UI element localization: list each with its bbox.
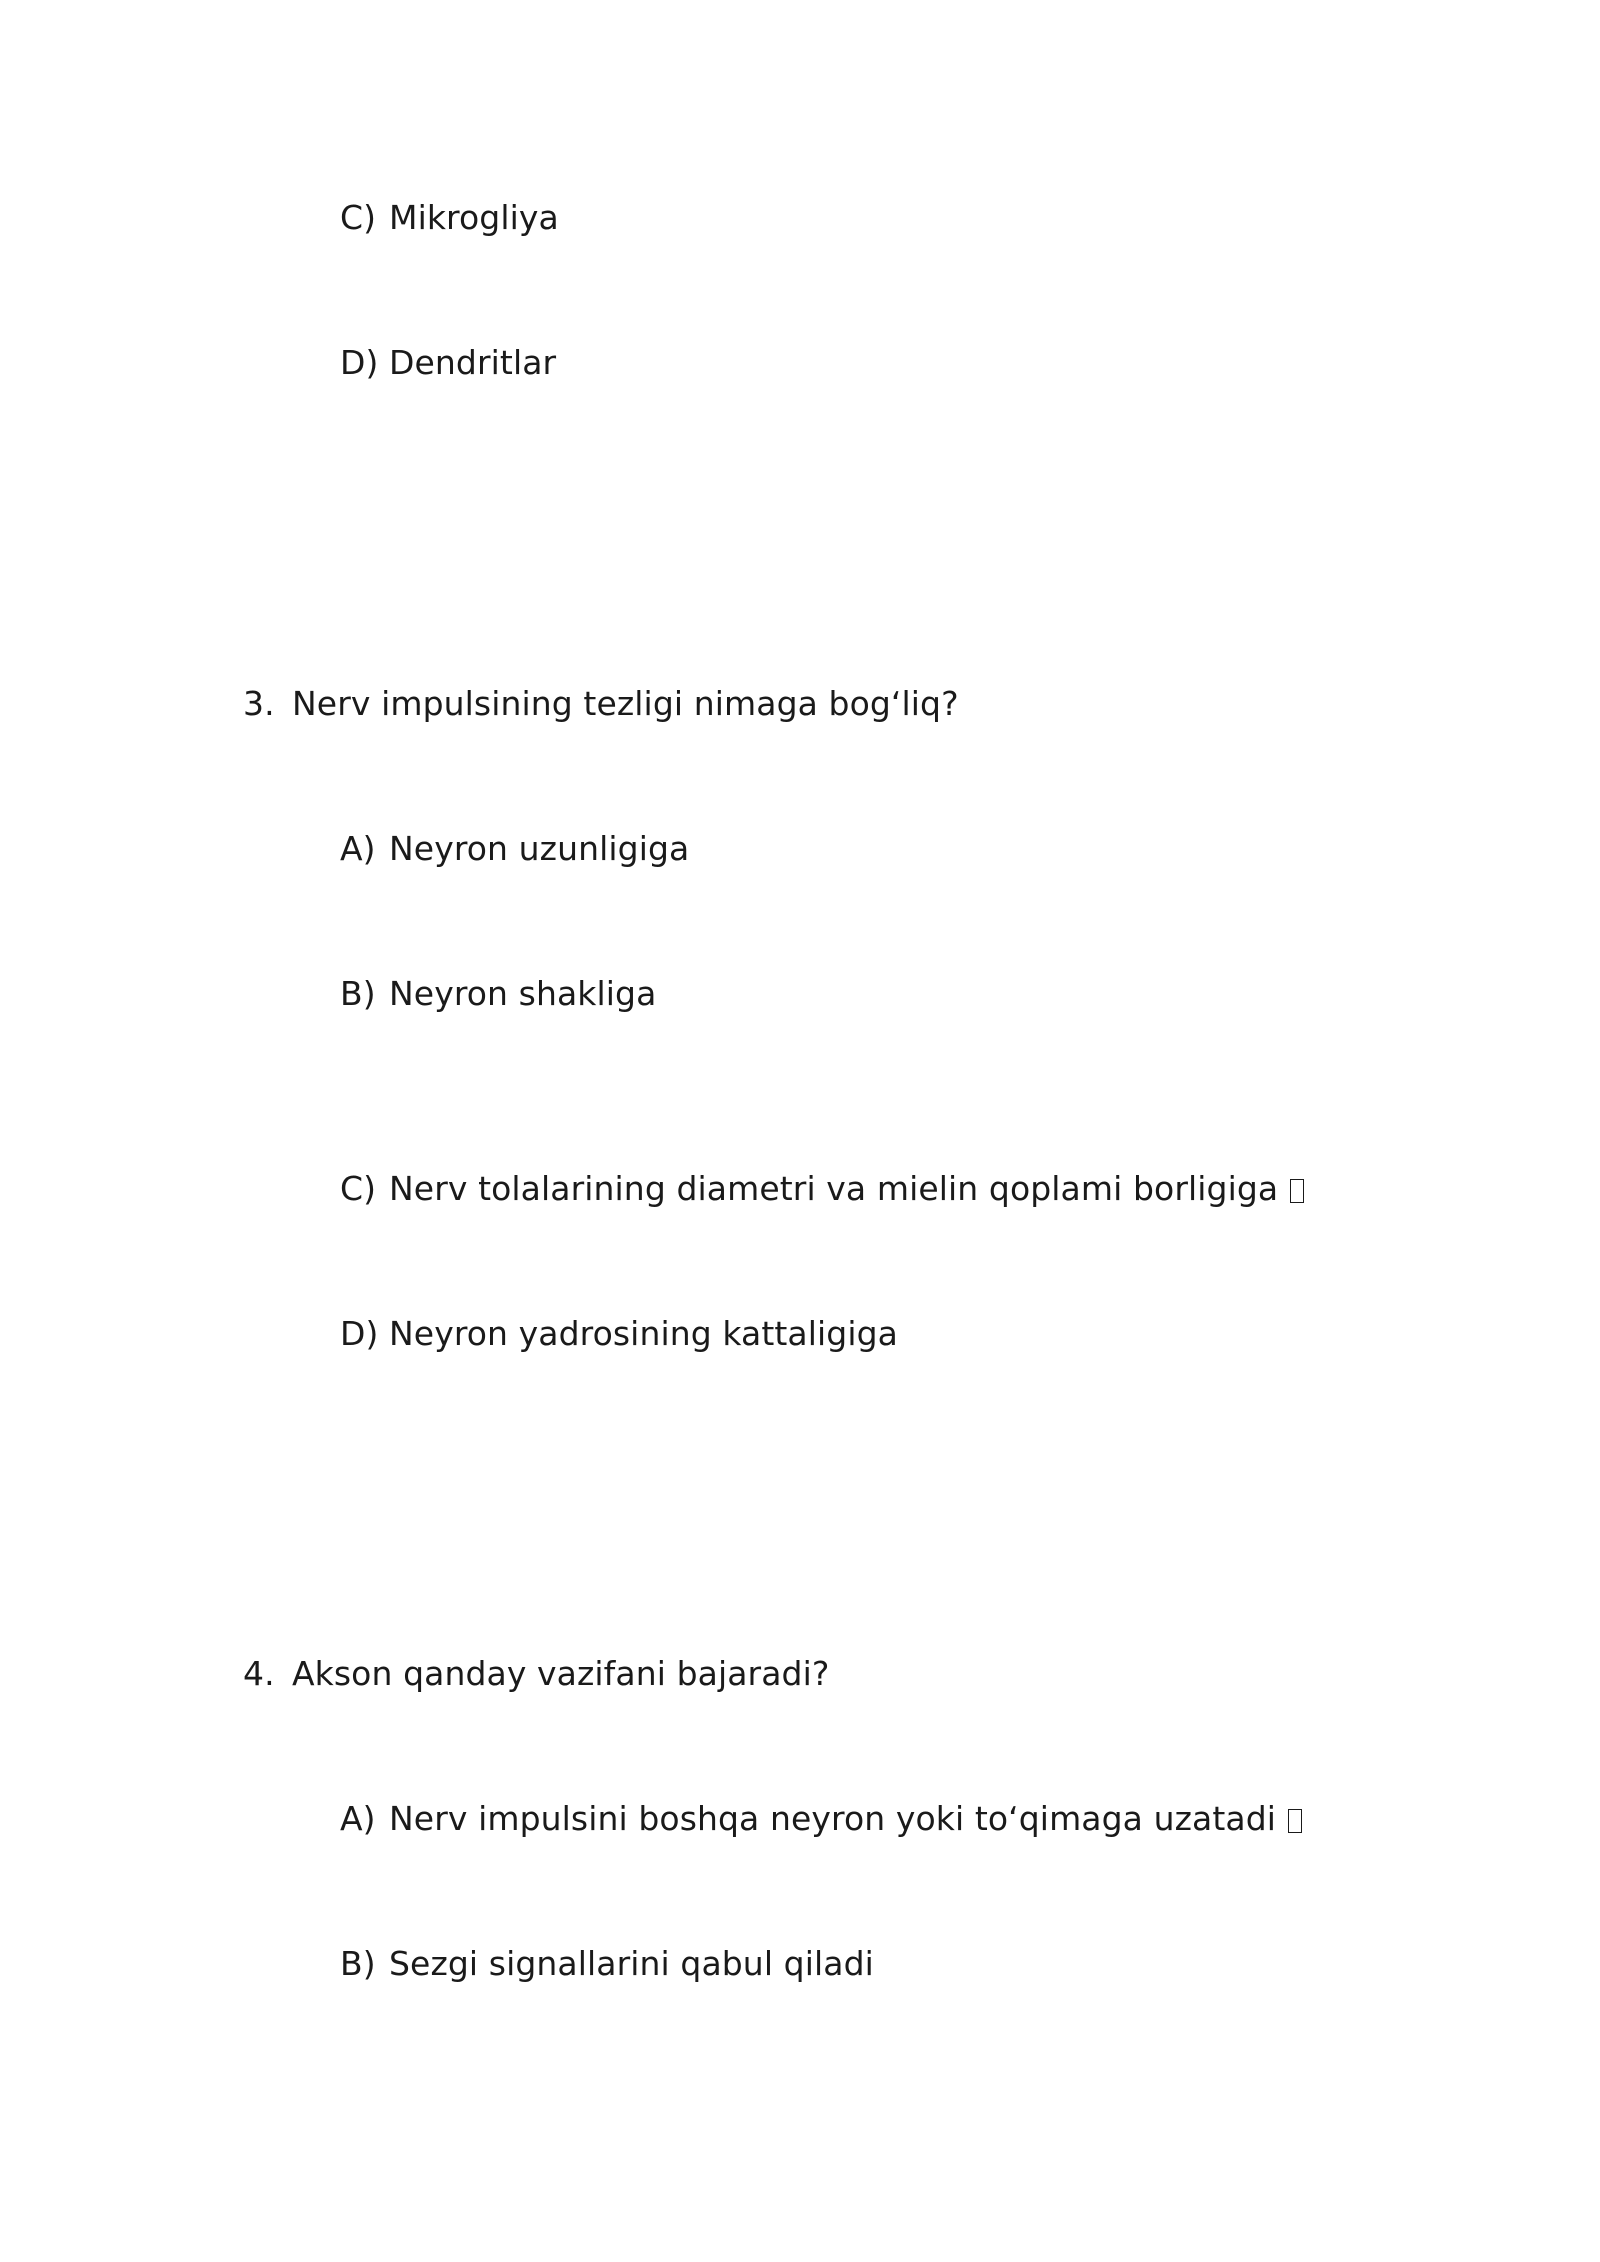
question-number: 4.: [243, 1654, 275, 1693]
option-letter: A): [340, 1799, 376, 1838]
option-letter: B): [340, 1944, 376, 1983]
option-text: Neyron yadrosining kattaligiga: [389, 1314, 898, 1353]
q3-option-b: [340, 972, 656, 1016]
option-text: Sezgi signallarini qabul qiladi: [389, 1944, 874, 1983]
q3-option-a: [340, 827, 689, 871]
question-text: Akson qanday vazifani bajaradi?: [292, 1654, 830, 1693]
q3-option-c: [340, 1167, 1304, 1211]
option-d-prev: [340, 341, 556, 385]
option-text: Dendritlar: [389, 343, 557, 382]
option-text: Mikrogliya: [389, 198, 559, 237]
q3-option-d: [340, 1312, 898, 1356]
q4-option-b: [340, 1942, 874, 1986]
missing-glyph-icon: [1290, 1179, 1304, 1203]
question-4: [243, 1652, 829, 1696]
option-text: Neyron uzunligiga: [389, 829, 690, 868]
option-letter: D): [340, 1314, 379, 1353]
question-number: 3.: [243, 684, 275, 723]
q4-option-a: [340, 1797, 1302, 1841]
option-letter: B): [340, 974, 376, 1013]
option-letter: C): [340, 198, 377, 237]
option-text: Nerv tolalarining diametri va mielin qoplami borligiga: [389, 1169, 1279, 1208]
option-letter: D): [340, 343, 379, 382]
option-text: Neyron shakliga: [389, 974, 657, 1013]
missing-glyph-icon: [1288, 1809, 1302, 1833]
option-letter: C): [340, 1169, 377, 1208]
option-c-prev: [340, 196, 559, 240]
question-3: [243, 682, 959, 726]
option-letter: A): [340, 829, 376, 868]
option-text: Nerv impulsini boshqa neyron yoki to‘qimaga uzatadi: [389, 1799, 1277, 1838]
question-text: Nerv impulsining tezligi nimaga bog‘liq?: [292, 684, 959, 723]
